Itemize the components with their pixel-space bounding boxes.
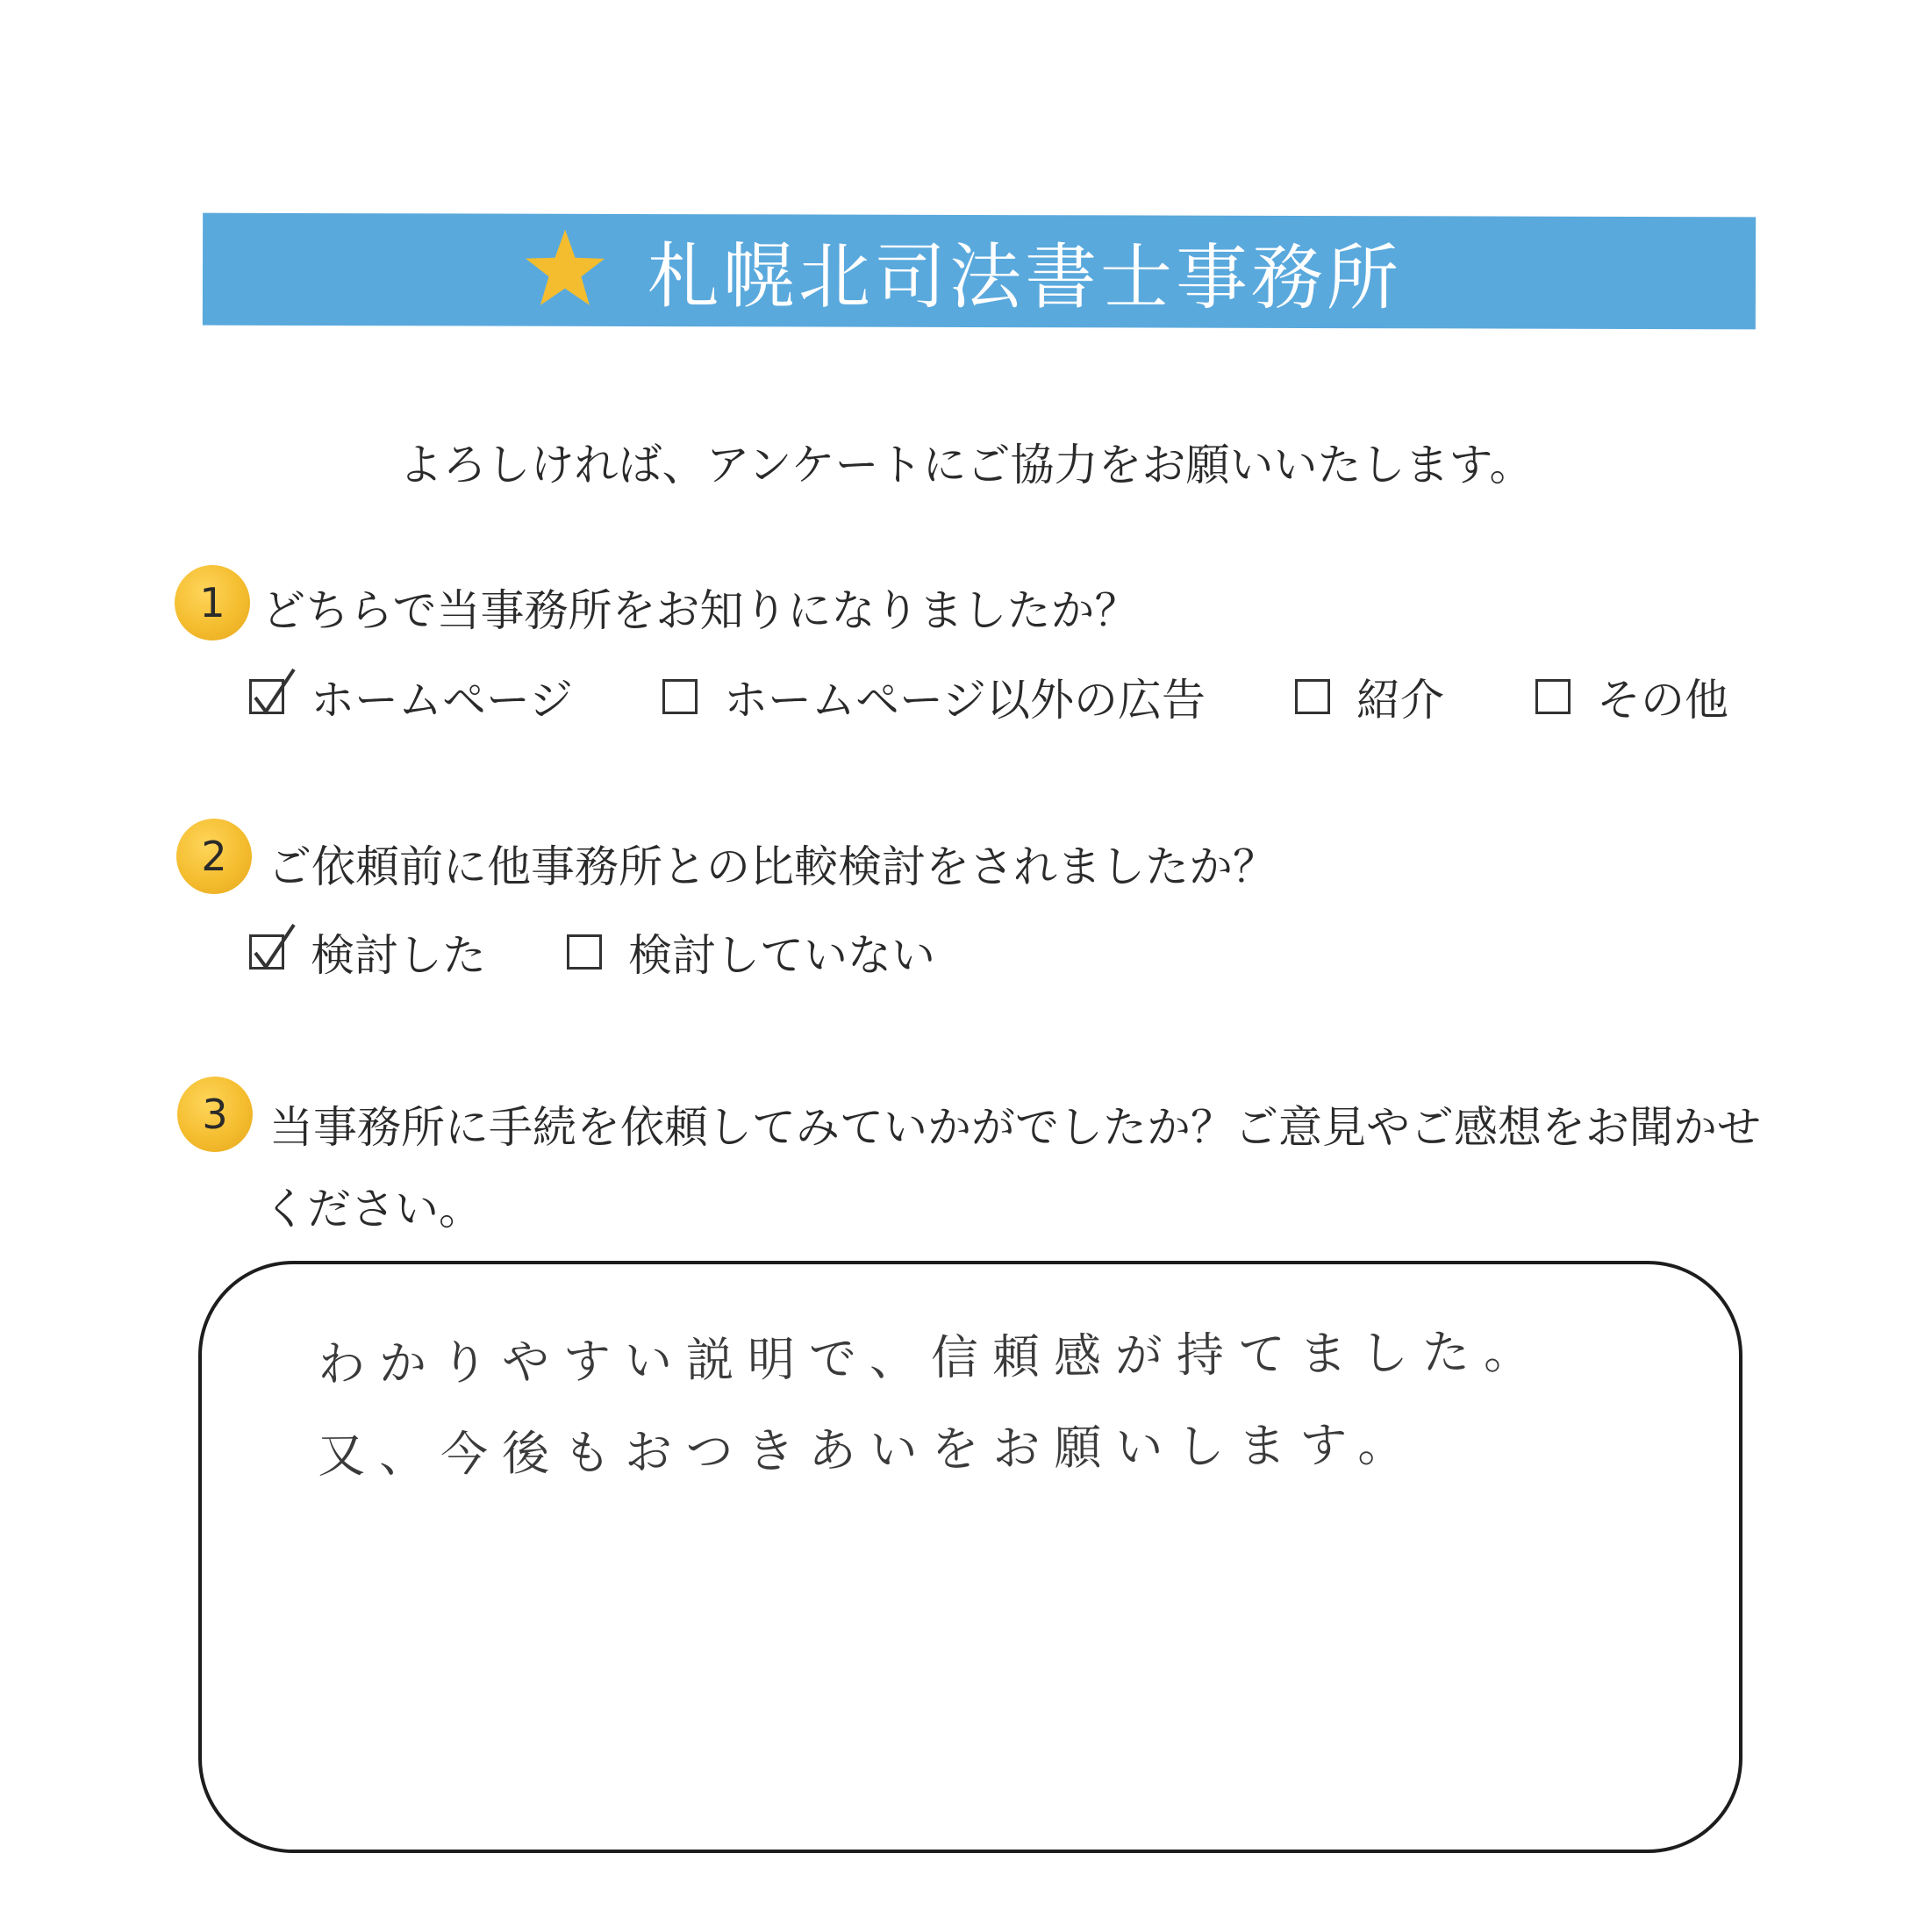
question-number: 1 [199,579,225,626]
checkbox-unchecked[interactable] [1295,679,1330,714]
checkbox-unchecked[interactable] [567,934,602,970]
question-3-text-line2: ください。 [263,1184,483,1234]
intro-text: よろしければ、アンケートにご協力をお願いいたします。 [398,440,1534,490]
question-number: 3 [202,1091,228,1138]
checkbox-checked[interactable] [249,934,284,970]
checkbox-unchecked[interactable] [662,679,698,714]
option-label: 検討した [311,930,486,981]
checkmark-icon [250,666,299,719]
option-label: ホームページ [311,675,573,726]
office-name: 札幌北司法書士事務所 [647,234,1403,320]
question-1-text: どちらで当事務所をお知りになりましたか？ [261,585,1139,636]
option-label: その他 [1597,675,1728,726]
header-banner [203,213,1756,330]
question-3-text-line1: 当事務所に手続を依頼してみていかがでしたか？ご意見やご感想をお聞かせ [269,1102,1761,1153]
question-number-badge [175,565,250,640]
handwritten-answer-line1: わかりやすい説明で、信頼感が持てました。 [317,1323,1546,1392]
option-label: 紹介 [1356,675,1444,726]
checkmark-icon [250,921,299,974]
checkbox-checked[interactable] [249,679,284,714]
option-not-compared[interactable] [567,920,935,984]
question-2-text: ご依頼前に他事務所との比較検討をされましたか？ [268,841,1277,892]
star-icon [521,226,609,314]
option-homepage[interactable] [249,665,573,728]
question-number: 2 [201,833,227,880]
option-others[interactable] [1535,665,1728,728]
question-number-badge [177,1077,253,1152]
question-number-badge [176,819,252,894]
option-compared[interactable] [249,920,486,984]
option-referral[interactable] [1295,665,1444,728]
option-label: ホームページ以外の広告 [724,675,1206,726]
handwritten-answer-line2: 又、今後もおつきあいをお願いします。 [317,1416,1420,1484]
option-label: 検討していない [628,930,935,981]
option-other-ads[interactable] [662,665,1206,728]
checkbox-unchecked[interactable] [1535,679,1571,714]
